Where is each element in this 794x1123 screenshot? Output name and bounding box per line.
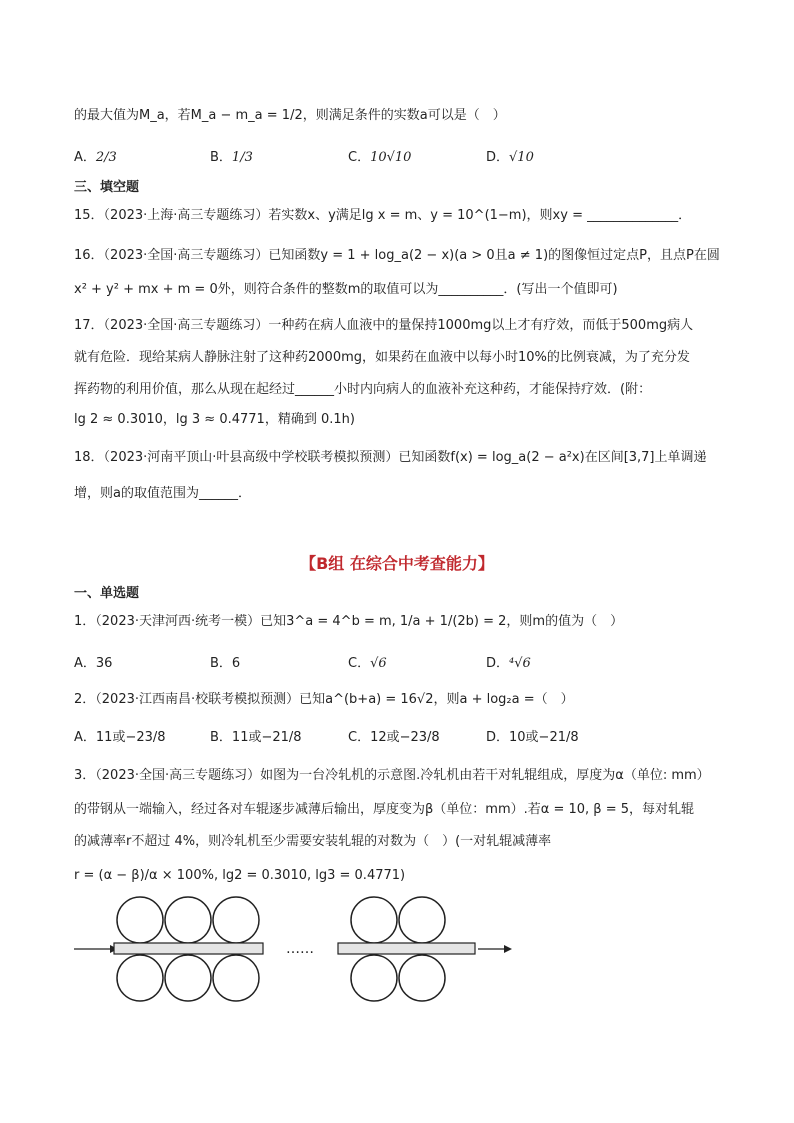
b-q1-text: 1．（2023·天津河西·统考一模）已知3^a = 4^b = m, 1/a + 1/(2b) = 2，则m的值为（ ） [74, 614, 624, 629]
output-arrow-head [504, 945, 512, 953]
q14-text: 的最大值为M_a，若M_a − m_a = 1/2，则满足条件的实数a可以是（ ） [74, 108, 506, 123]
b-q3-line-4: r = (α − β)/α × 100%, lg2 = 0.3010, lg3 = 0.4771) [74, 868, 406, 883]
b-q3-line-1: 3．（2023·全国·高三专题练习）如图为一台冷轧机的示意图.冷轧机由若干对轧辊组成，厚度为α（单位: mm） [74, 768, 710, 783]
roller [165, 897, 211, 943]
b-q3-line-3: 的减薄率r不超过 4%，则冷轧机至少需要安装轧辊的对数为（ ）(一对轧辊减薄率 [74, 834, 552, 849]
roller [213, 955, 259, 1001]
q15-text: 15．（2023·上海·高三专题练习）若实数x、y满足lg x = m、y = 10^(1−m)，则xy = ______________． [74, 208, 692, 223]
q17-line-3: 挥药物的利用价值，那么从现在起经过______小时内向病人的血液补充这种药，才能保持疗效．(附： [74, 382, 652, 397]
b-q1-option-c[interactable]: C．√6 [348, 656, 387, 671]
section-heading-single-choice: 一、单选题 [74, 586, 140, 601]
q17-line-2: 就有危险．现给某病人静脉注射了这种药2000mg，如果药在血液中以每小时10%的比例衰减，为了充分发 [74, 350, 690, 365]
b-q2-option-c[interactable]: C．12或−23/8 [348, 730, 440, 745]
roller [351, 955, 397, 1001]
roller [117, 955, 163, 1001]
q16-line-1: 16．（2023·全国·高三专题练习）已知函数y = 1 + log_a(2 − x)(a > 0且a ≠ 1)的图像恒过定点P，且点P在圆 [74, 248, 720, 263]
roller [399, 897, 445, 943]
q14-option-d[interactable]: D．√10 [486, 150, 534, 165]
roller [351, 897, 397, 943]
b-q3-line-2: 的带钢从一端输入，经过各对车辊逐步减薄后输出，厚度变为β（单位：mm）.若α = 10, β = 5，每对轧辊 [74, 802, 695, 817]
roller [213, 897, 259, 943]
b-q1-option-b[interactable]: B．6 [210, 656, 241, 671]
q14-option-a[interactable]: A．2/3 [74, 150, 117, 165]
q14-option-c[interactable]: C．10√10 [348, 150, 412, 165]
roller [399, 955, 445, 1001]
q17-line-4: lg 2 ≈ 0.3010，lg 3 ≈ 0.4771，精确到 0.1h) [74, 412, 355, 427]
roller [117, 897, 163, 943]
b-q1-option-d[interactable]: D．⁴√6 [486, 656, 531, 671]
steel-strip [114, 943, 263, 954]
b-q2-text: 2．（2023·江西南昌·校联考模拟预测）已知a^(b+a) = 16√2，则a + log₂a =（ ） [74, 692, 574, 707]
figure-ellipsis: …… [286, 941, 314, 957]
q17-line-1: 17．（2023·全国·高三专题练习）一种药在病人血液中的量保持1000mg以上才有疗效，而低于500mg病人 [74, 318, 694, 333]
roller [165, 955, 211, 1001]
q18-line-2: 增，则a的取值范围为______． [74, 486, 251, 501]
section-heading-fill-in: 三、填空题 [74, 180, 140, 195]
q16-line-2: x² + y² + mx + m = 0外，则符合条件的整数m的取值可以为__________．(写出一个值即可) [74, 282, 618, 297]
b-q2-option-a[interactable]: A．11或−23/8 [74, 730, 166, 745]
rolling-mill-figure [70, 895, 520, 1015]
section-b-title: 【B组 在综合中考查能力】 [300, 554, 494, 573]
b-q2-option-b[interactable]: B．11或−21/8 [210, 730, 302, 745]
steel-strip [338, 943, 475, 954]
b-q2-option-d[interactable]: D．10或−21/8 [486, 730, 579, 745]
b-q1-option-a[interactable]: A．36 [74, 656, 113, 671]
q18-line-1: 18．（2023·河南平顶山·叶县高级中学校联考模拟预测）已知函数f(x) = log_a(2 − a²x)在区间[3,7]上单调递 [74, 450, 707, 465]
q14-option-b[interactable]: B．1/3 [210, 150, 253, 165]
